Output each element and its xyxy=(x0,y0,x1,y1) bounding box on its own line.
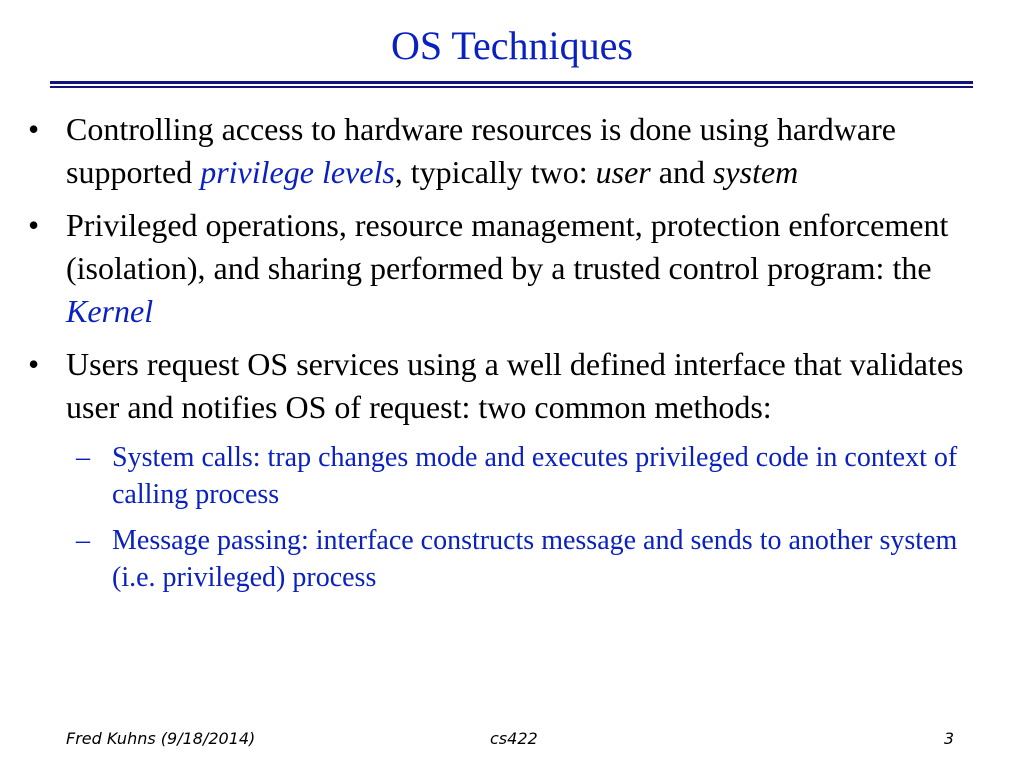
bullet-text: Users request OS services using a well defined interface that validates user and notifies OS of request: two common methods: xyxy=(66,346,964,425)
bullet-marker: • xyxy=(28,111,40,147)
bullet-marker: • xyxy=(28,207,40,243)
sub-bullet-system-calls xyxy=(28,439,978,513)
bullet-text: Privileged operations, resource management, protection enforcement (isolation), and sharing performed by a trusted control program: the xyxy=(66,207,949,286)
term-privilege-levels: privilege levels xyxy=(200,154,395,190)
bullet-text: , typically two: xyxy=(394,154,596,190)
bullet-privilege-levels xyxy=(28,108,978,194)
bullet-text: and xyxy=(650,154,713,190)
footer-page-number: 3 xyxy=(943,729,954,748)
title-rule-top xyxy=(50,81,973,84)
sub-bullet-message-passing xyxy=(28,522,978,596)
term-system: system xyxy=(712,154,799,190)
slide-title: OS Techniques xyxy=(391,23,633,68)
sub-bullet-marker: – xyxy=(76,525,90,556)
sub-bullet-text: Message passing: interface constructs message and sends to another system (i.e. privileged) process xyxy=(112,525,958,593)
term-kernel: Kernel xyxy=(66,293,154,329)
bullet-os-services xyxy=(28,343,978,429)
slide-content xyxy=(28,108,978,605)
sub-bullet-text: System calls: trap changes mode and executes privileged code in context of calling process xyxy=(112,442,958,510)
bullet-marker: • xyxy=(28,346,40,382)
footer-course: cs422 xyxy=(490,729,538,748)
sub-bullet-marker: – xyxy=(76,442,90,473)
bullet-text: Controlling access to hardware resources is done using hardware supported xyxy=(66,111,896,190)
term-user: user xyxy=(595,154,651,190)
title-rule-bottom xyxy=(50,86,973,88)
footer-author: Fred Kuhns (9/18/2014) xyxy=(66,729,256,748)
bullet-kernel xyxy=(28,204,978,333)
